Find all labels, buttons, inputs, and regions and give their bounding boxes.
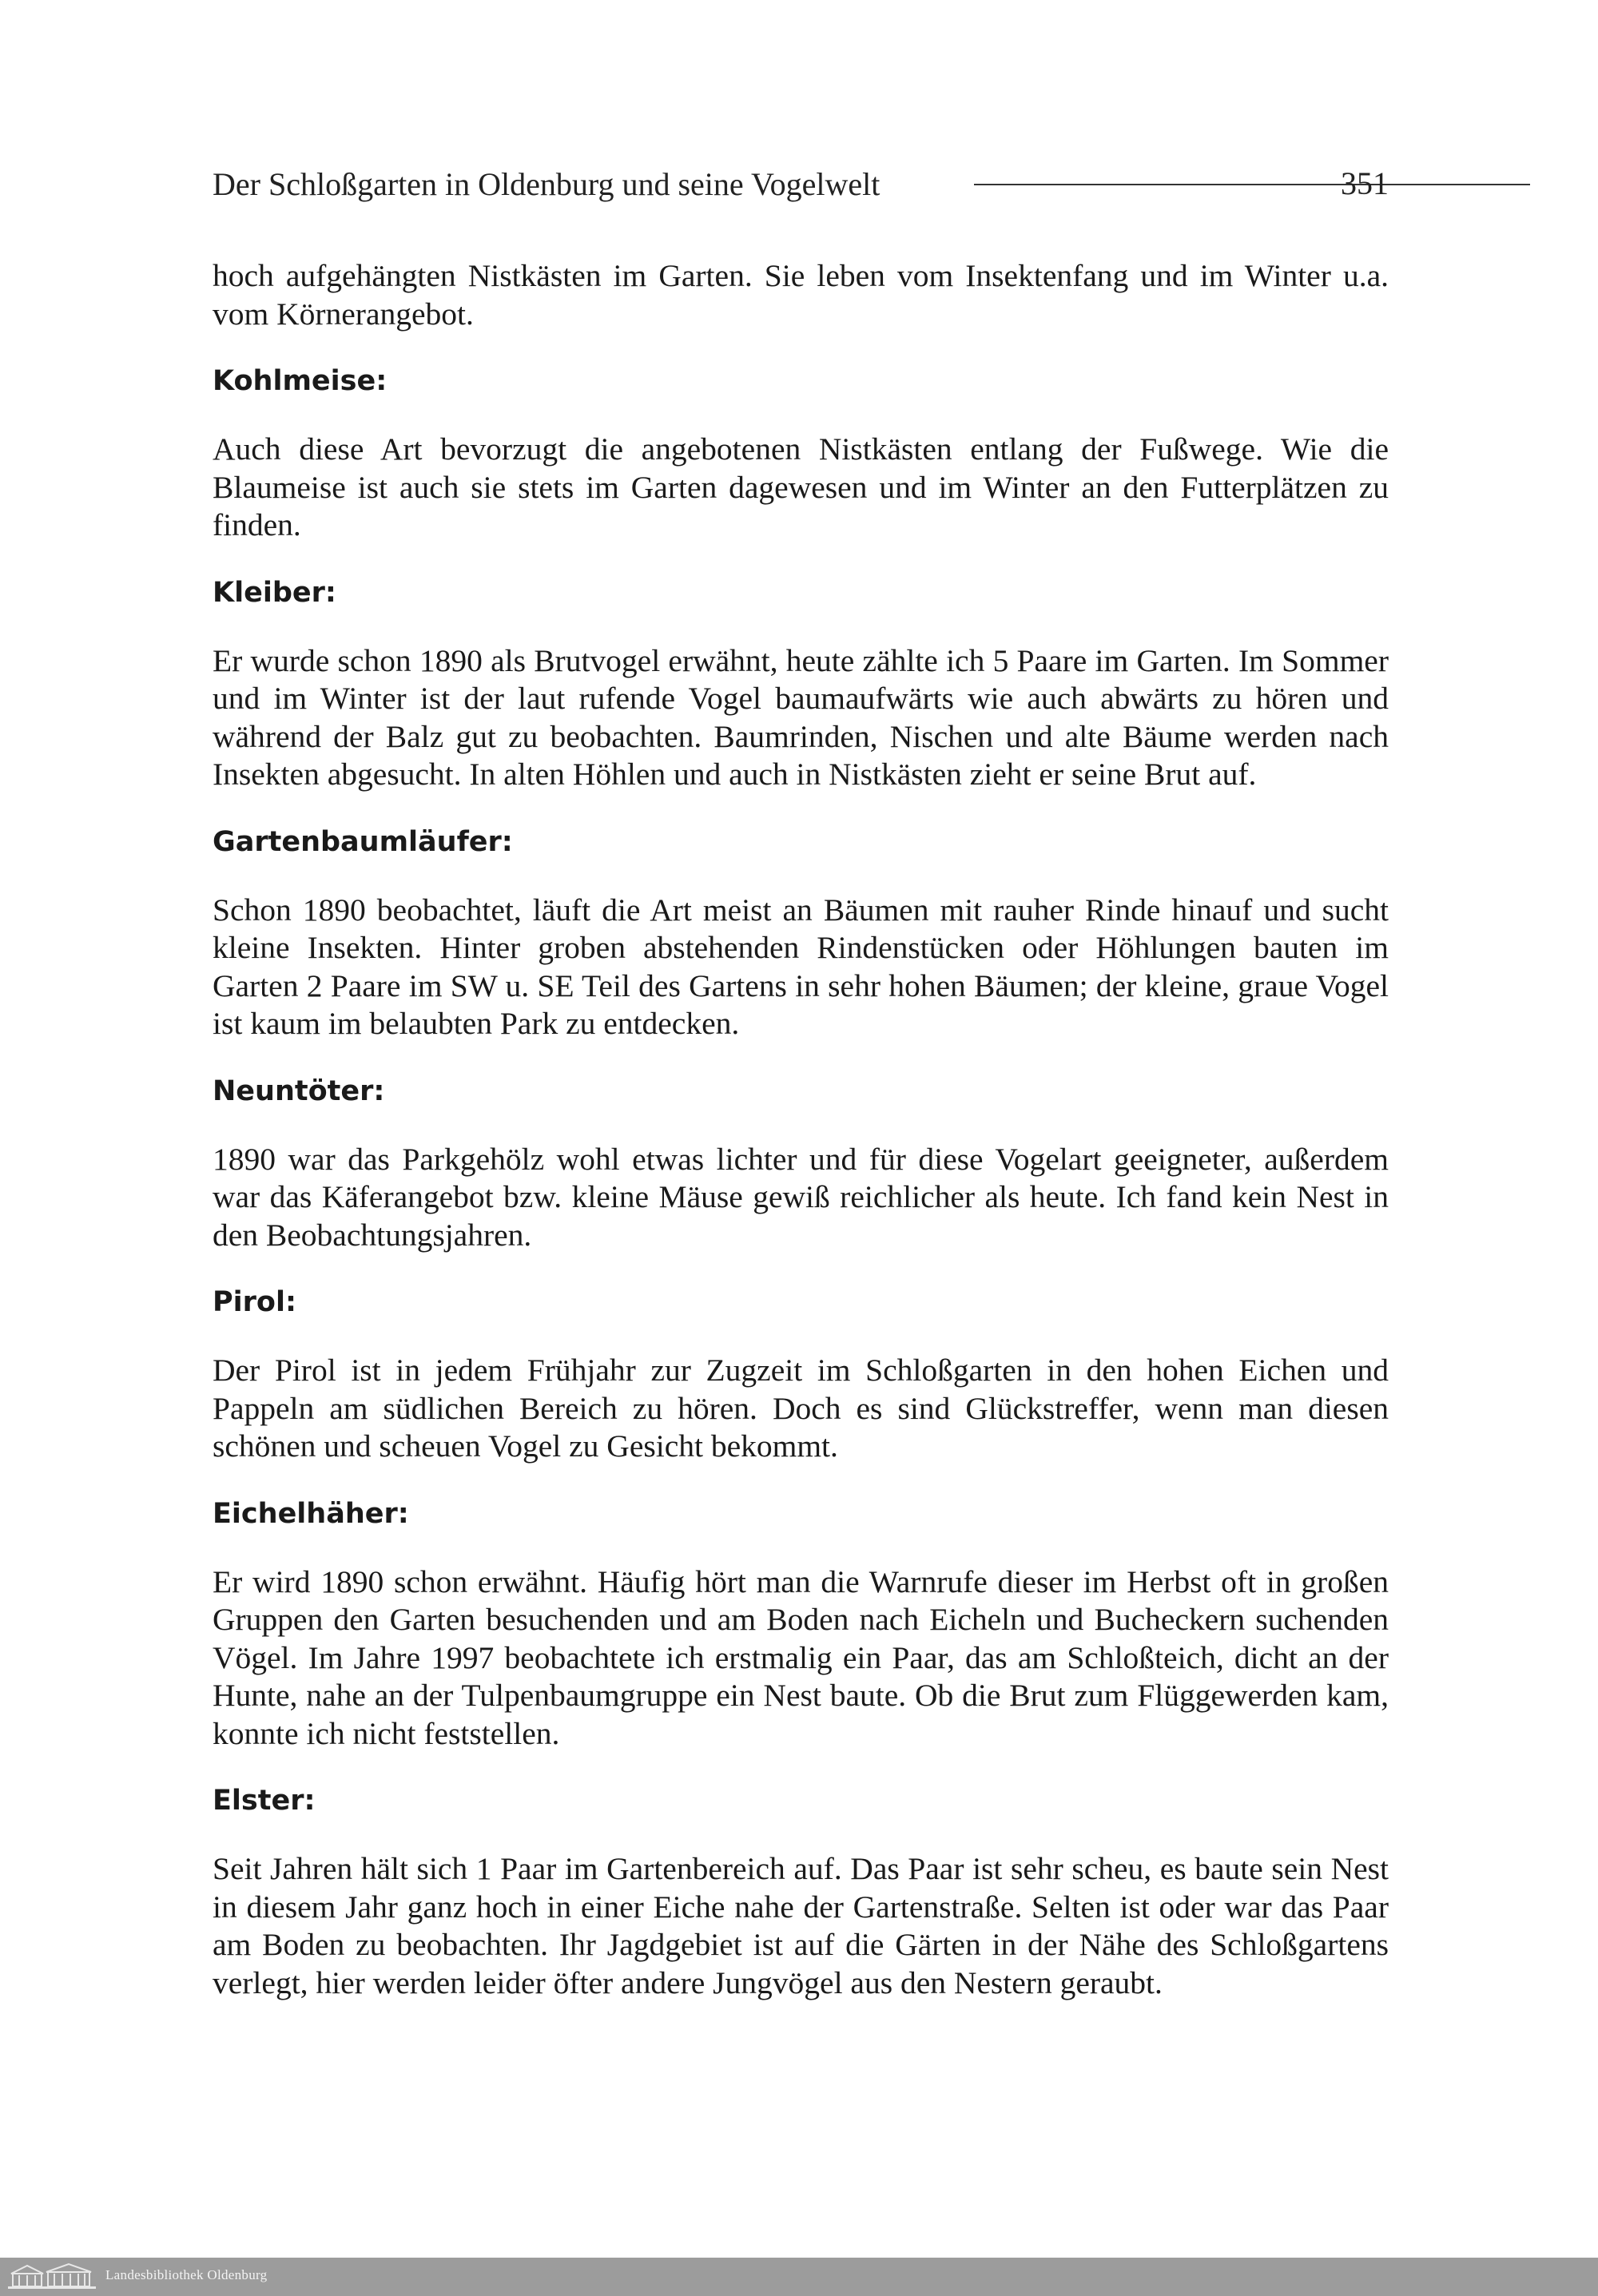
- section-text-eichelhaeher: Er wird 1890 schon erwähnt. Häufig hört man die Warnrufe dieser im Herbst oft in großen Gruppen den Garten besuchenden und am Boden nach Eicheln und Bucheckern suchenden Vögel. Im Jahre 1997 beobachtete ich erstmalig ein Paar, das am Schloßteich, dicht an der Hunte, nahe an der Tulpenbaumgruppe ein Nest baute. Ob die Brut zum Flüggewerden kam, konnte ich nicht feststellen.: [213, 1563, 1389, 1751]
- intro-paragraph: hoch aufgehängten Nistkästen im Garten. Sie leben vom Insektenfang und im Winter u.a. vom Körnerangebot.: [213, 258, 1389, 332]
- section-text-kohlmeise: Auch diese Art bevorzugt die angebotenen Nistkästen entlang der Fußwege. Wie die Blaumeise ist auch sie stets im Garten dagewesen und im Winter an den Futterplätzen zu finden.: [213, 431, 1389, 542]
- section-text-kleiber: Er wurde schon 1890 als Brutvogel erwähnt, heute zählte ich 5 Paare im Garten. Im Sommer und im Winter ist der laut rufende Vogel baumaufwärts wie auch abwärts zu hören und während der Balz gut zu beobachten. Baumrinden, Nischen und alte Bäume werden nach Insekten abgesucht. In alten Höhlen und auch in Nistkästen zieht er seine Brut auf.: [213, 642, 1389, 792]
- running-title: Der Schloßgarten in Oldenburg und seine Vogelwelt: [213, 165, 880, 202]
- library-building-icon: [8, 2262, 96, 2291]
- section-heading-neuntoeter: Neuntöter:: [213, 1075, 385, 1107]
- page-number: 351: [1341, 165, 1389, 201]
- section-heading-elster: Elster:: [213, 1785, 316, 1817]
- section-heading-kohlmeise: Kohlmeise:: [213, 365, 388, 397]
- section-heading-pirol: Pirol:: [213, 1286, 296, 1318]
- page-body: [213, 257, 1389, 2002]
- running-header: [213, 161, 1389, 206]
- section-heading-eichelhaeher: Eichelhäher:: [213, 1497, 409, 1530]
- section-heading-gartenbaumlaeufer: Gartenbaumläufer:: [213, 825, 513, 858]
- section-text-neuntoeter: 1890 war das Parkgehölz wohl etwas lichter und für diese Vogelart geeigneter, außerdem war das Käferangebot bzw. kleine Mäuse gewiß reichlicher als heute. Ich fand kein Nest in den Beobachtungsjahren.: [213, 1141, 1389, 1253]
- section-text-gartenbaumlaeufer: Schon 1890 beobachtet, läuft die Art meist an Bäumen mit rauher Rinde hinauf und sucht kleine Insekten. Hinter groben abstehenden Rindenstücken oder Höhlungen bauten im Garten 2 Paare im SW u. SE Teil des Gartens in sehr hohen Bäumen; der kleine, graue Vogel ist kaum im belaubten Park zu entdecken.: [213, 892, 1389, 1041]
- library-footer-bar: [0, 2258, 1598, 2296]
- library-label: Landesbibliothek Oldenburg: [105, 2267, 268, 2282]
- section-text-elster: Seit Jahren hält sich 1 Paar im Gartenbereich auf. Das Paar ist sehr scheu, es baute sein Nest in diesem Jahr ganz hoch in einer Eiche nahe der Gartenstraße. Selten ist oder war das Paar am Boden zu beobachten. Ihr Jagdgebiet ist auf die Gärten in der Nähe des Schloßgartens verlegt, hier werden leider öfter andere Jungvögel aus den Nestern geraubt.: [213, 1851, 1389, 2000]
- section-heading-kleiber: Kleiber:: [213, 576, 336, 609]
- section-text-pirol: Der Pirol ist in jedem Frühjahr zur Zugzeit im Schloßgarten in den hohen Eichen und Pappeln am südlichen Bereich zu hören. Doch es sind Glückstreffer, wenn man diesen schönen und scheuen Vogel zu Gesicht bekommt.: [213, 1353, 1389, 1464]
- header-rule: [974, 184, 1530, 185]
